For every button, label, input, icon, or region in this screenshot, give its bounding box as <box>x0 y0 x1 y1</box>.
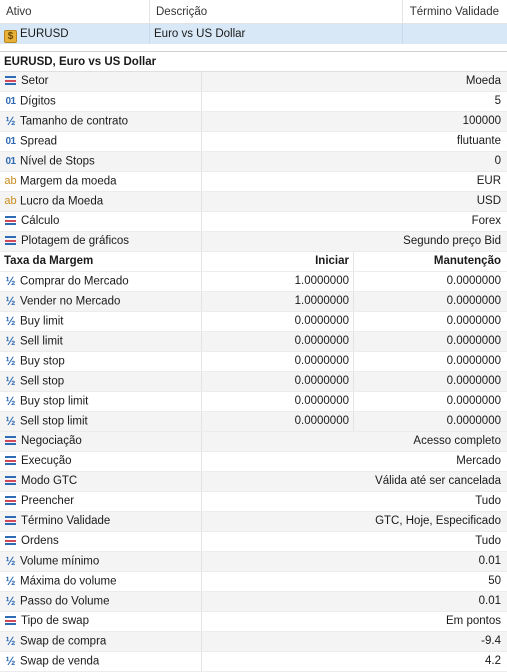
margin-label-cell <box>0 272 202 291</box>
margin-row[interactable] <box>0 372 507 392</box>
spec-value: Moeda <box>465 75 501 87</box>
spec-label-cell <box>0 92 202 111</box>
digits-icon: 01 <box>5 156 16 167</box>
spec-label-cell <box>0 572 202 591</box>
spec-label: Lucro da Moeda <box>20 195 104 208</box>
spec-label: Margem da moeda <box>20 175 117 188</box>
margin-initial: 0.0000000 <box>202 392 354 411</box>
spec-label-cell <box>0 132 202 151</box>
margin-initial: 0.0000000 <box>202 312 354 331</box>
spec-label-cell <box>0 432 202 451</box>
margin-maintenance: 0.0000000 <box>446 395 501 407</box>
spec-label: Dígitos <box>20 95 56 108</box>
margin-header-label: Taxa da Margem <box>0 252 202 271</box>
spec-value: Acesso completo <box>413 435 501 447</box>
spec-value: 50 <box>488 575 501 587</box>
margin-row[interactable] <box>0 412 507 432</box>
margin-maintenance: 0.0000000 <box>446 315 501 327</box>
spec-value: flutuante <box>456 135 501 147</box>
spec-label: Modo GTC <box>21 475 78 487</box>
spec-label: Ordens <box>21 535 59 547</box>
spec-value: USD <box>476 195 501 207</box>
spec-value: 0 <box>494 155 501 167</box>
margin-row[interactable] <box>0 352 507 372</box>
margin-label: Comprar do Mercado <box>20 275 129 288</box>
margin-label: Sell limit <box>20 335 63 348</box>
margin-label-cell <box>0 332 202 351</box>
spec-value: 0.01 <box>478 555 501 567</box>
fraction-icon: ½ <box>5 574 16 588</box>
spec-row-swap-de-compra[interactable] <box>0 632 507 652</box>
spec-label-cell <box>0 472 202 491</box>
spec-label: Tamanho de contrato <box>20 115 129 128</box>
margin-maintenance: 0.0000000 <box>446 275 501 287</box>
text-icon: ab <box>4 175 17 187</box>
margin-label-cell <box>0 312 202 331</box>
spec-row-tipo-de-swap[interactable] <box>0 612 507 632</box>
symbol-row-selected[interactable] <box>0 24 507 44</box>
margin-label: Buy limit <box>20 315 64 328</box>
spec-label: Passo do Volume <box>20 595 110 608</box>
list-icon <box>5 436 16 445</box>
spec-label: Nível de Stops <box>20 155 95 168</box>
margin-header-initial: Iniciar <box>202 252 354 271</box>
spec-row-ordens[interactable] <box>0 532 507 552</box>
spec-value: Tudo <box>475 495 501 507</box>
spec-row-tamanho-de-contrato[interactable] <box>0 112 507 132</box>
margin-initial: 0.0000000 <box>202 372 354 391</box>
spec-value: Tudo <box>475 535 501 547</box>
symbol-cell <box>0 24 150 44</box>
spec-label: Swap de venda <box>20 655 100 668</box>
spec-row-plotagem-de-graficos[interactable] <box>0 232 507 252</box>
margin-header-row <box>0 252 507 272</box>
spec-label-cell <box>0 172 202 191</box>
spec-value: Forex <box>471 215 501 227</box>
spec-label-cell <box>0 512 202 531</box>
spec-row-execucao[interactable] <box>0 452 507 472</box>
margin-maintenance: 0.0000000 <box>446 375 501 387</box>
margin-row[interactable] <box>0 272 507 292</box>
spec-label-cell <box>0 232 202 251</box>
digits-icon: 01 <box>5 136 16 147</box>
spec-label-cell <box>0 592 202 611</box>
fraction-icon: ½ <box>5 334 16 348</box>
spec-label-cell <box>0 192 202 211</box>
spec-label: Máxima do volume <box>20 575 117 588</box>
spec-value: 4.2 <box>485 655 501 667</box>
margin-row[interactable] <box>0 332 507 352</box>
spec-label-cell <box>0 112 202 131</box>
spec-row-swap-de-venda[interactable] <box>0 652 507 672</box>
spec-label: Cálculo <box>21 215 60 227</box>
fraction-icon: ½ <box>5 274 16 288</box>
margin-initial: 1.0000000 <box>202 272 354 291</box>
margin-label-cell <box>0 392 202 411</box>
spec-value: Mercado <box>456 455 501 467</box>
fraction-icon: ½ <box>5 414 16 428</box>
spec-row-negociacao[interactable] <box>0 432 507 452</box>
fraction-icon: ½ <box>5 554 16 568</box>
spec-value: 100000 <box>462 115 501 127</box>
margin-maintenance: 0.0000000 <box>446 295 501 307</box>
margin-row[interactable] <box>0 392 507 412</box>
panel-divider <box>0 44 507 52</box>
fraction-icon: ½ <box>5 314 16 328</box>
fraction-icon: ½ <box>5 634 16 648</box>
column-header-termino-validade[interactable]: Término Validade <box>409 6 499 18</box>
spec-row-preencher[interactable] <box>0 492 507 512</box>
list-icon <box>5 536 16 545</box>
spec-label-cell <box>0 532 202 551</box>
spec-row-modo-gtc[interactable] <box>0 472 507 492</box>
spec-row-spread[interactable] <box>0 132 507 152</box>
margin-label: Buy stop <box>20 355 65 368</box>
fraction-icon: ½ <box>5 294 16 308</box>
spec-value: GTC, Hoje, Especificado <box>375 515 501 527</box>
margin-row[interactable] <box>0 312 507 332</box>
spec-label: Tipo de swap <box>21 615 89 627</box>
fraction-icon: ½ <box>5 654 16 668</box>
list-icon <box>5 616 16 625</box>
spec-value: 5 <box>494 95 501 107</box>
margin-label-cell <box>0 372 202 391</box>
spec-label-cell <box>0 492 202 511</box>
margin-label-cell <box>0 292 202 311</box>
margin-label-cell <box>0 412 202 431</box>
spec-label-cell <box>0 72 202 91</box>
spec-row-margem-da-moeda[interactable] <box>0 172 507 192</box>
digits-icon: 01 <box>5 96 16 107</box>
spec-label-cell <box>0 552 202 571</box>
symbol-expiration-cell <box>403 24 507 44</box>
list-icon <box>5 456 16 465</box>
fraction-icon: ½ <box>5 114 16 128</box>
spec-label: Spread <box>20 135 58 148</box>
fraction-icon: ½ <box>5 354 16 368</box>
spec-label-cell <box>0 212 202 231</box>
currency-coin-icon: $ <box>4 30 17 43</box>
spec-title: EURUSD, Euro vs US Dollar <box>0 53 507 72</box>
spec-row-setor[interactable] <box>0 72 507 92</box>
spec-row-passo-do-volume[interactable] <box>0 592 507 612</box>
spec-value: 0.01 <box>478 595 501 607</box>
spec-value: -9.4 <box>481 635 501 647</box>
spec-label-cell <box>0 452 202 471</box>
spec-label: Preencher <box>21 495 75 507</box>
spec-value: Em pontos <box>446 615 501 627</box>
column-header-descricao[interactable]: Descrição <box>150 0 403 24</box>
spec-label: Negociação <box>21 435 82 447</box>
margin-label: Vender no Mercado <box>20 295 121 308</box>
list-icon <box>5 516 16 525</box>
spec-row-digitos[interactable] <box>0 92 507 112</box>
margin-label: Buy stop limit <box>20 395 89 408</box>
text-icon: ab <box>4 195 17 207</box>
margin-initial: 0.0000000 <box>202 352 354 371</box>
margin-maintenance: 0.0000000 <box>446 335 501 347</box>
spec-row-calculo[interactable] <box>0 212 507 232</box>
symbols-grid-header <box>0 0 507 24</box>
margin-row[interactable] <box>0 292 507 312</box>
spec-label-cell <box>0 632 202 651</box>
spec-label-cell <box>0 612 202 631</box>
margin-initial: 0.0000000 <box>202 412 354 431</box>
spec-label: Execução <box>21 455 72 467</box>
spec-label: Término Validade <box>21 515 111 527</box>
list-icon <box>5 496 16 505</box>
spec-label-cell <box>0 152 202 171</box>
spec-row-lucro-da-moeda[interactable] <box>0 192 507 212</box>
margin-label: Sell stop limit <box>20 415 88 428</box>
margin-maintenance: 0.0000000 <box>446 415 501 427</box>
fraction-icon: ½ <box>5 594 16 608</box>
spec-label: Swap de compra <box>20 635 107 648</box>
spec-row-termino-validade[interactable] <box>0 512 507 532</box>
margin-label: Sell stop <box>20 375 65 388</box>
spec-row-volume-minimo[interactable] <box>0 552 507 572</box>
symbol-description-cell: Euro vs US Dollar <box>150 24 403 44</box>
margin-label-cell <box>0 352 202 371</box>
fraction-icon: ½ <box>5 394 16 408</box>
margin-maintenance: 0.0000000 <box>446 355 501 367</box>
fraction-icon: ½ <box>5 374 16 388</box>
spec-label: Plotagem de gráficos <box>21 235 130 247</box>
list-icon <box>5 216 16 225</box>
symbol-name: EURUSD <box>20 28 69 40</box>
list-icon <box>5 476 16 485</box>
margin-initial: 0.0000000 <box>202 332 354 351</box>
spec-label: Setor <box>21 75 49 87</box>
spec-value: EUR <box>476 175 501 187</box>
list-icon <box>5 236 16 245</box>
list-icon <box>5 76 16 85</box>
spec-label-cell <box>0 652 202 671</box>
spec-value: Segundo preço Bid <box>403 235 501 247</box>
column-header-ativo[interactable]: Ativo <box>0 0 150 24</box>
spec-row-nivel-de-stops[interactable] <box>0 152 507 172</box>
margin-header-maintenance: Manutenção <box>433 255 501 267</box>
spec-label: Volume mínimo <box>20 555 100 568</box>
spec-row-maxima-do-volume[interactable] <box>0 572 507 592</box>
spec-table <box>0 72 507 672</box>
margin-initial: 1.0000000 <box>202 292 354 311</box>
spec-value: Válida até ser cancelada <box>375 475 501 487</box>
